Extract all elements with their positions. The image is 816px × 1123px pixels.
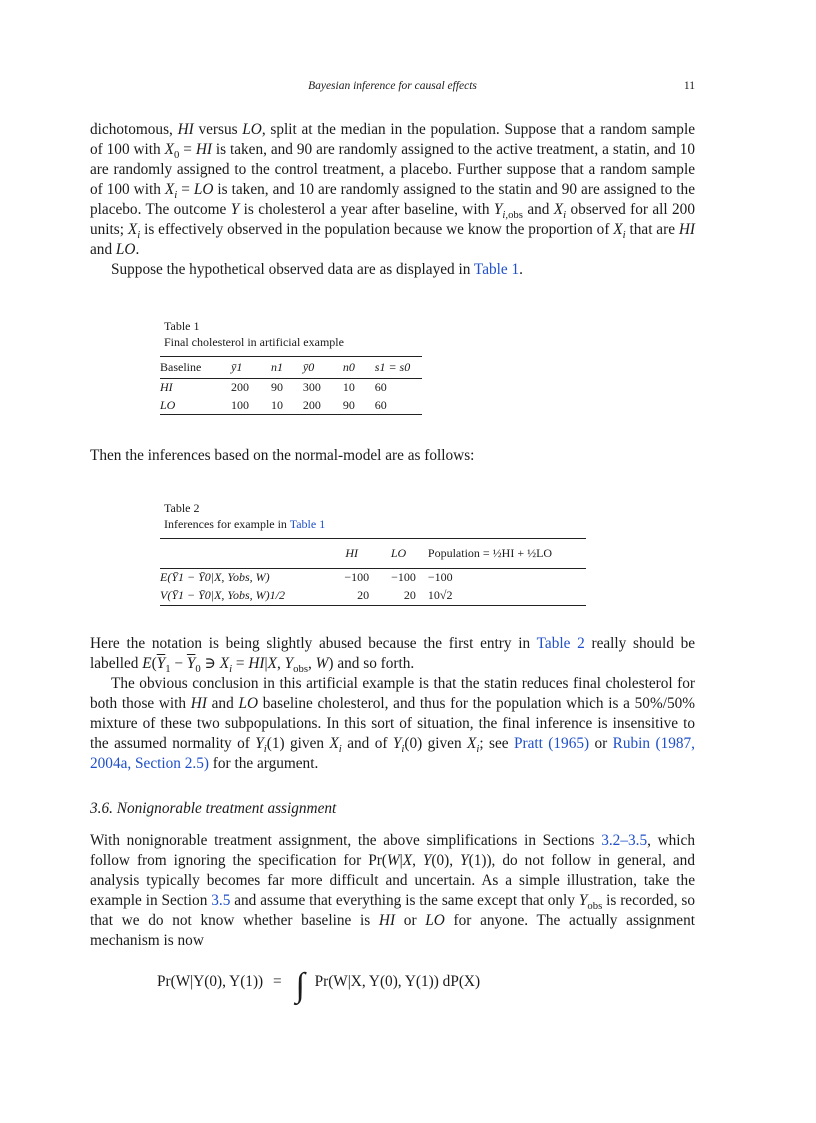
running-head [90,80,695,98]
table-cell: 20 [403,587,416,602]
table-row [160,397,422,415]
table1-header: s1 = s0 [374,360,411,374]
paragraph-3: Then the inferences based on the normal-model are as follows: [90,447,475,464]
table1-header: n1 [270,360,283,374]
table-row [160,379,422,397]
table1-header: ȳ0 [302,360,315,374]
table-row [160,569,586,586]
section-3-5-link[interactable]: 3.5 [211,892,231,909]
table-row [160,586,586,606]
table-cell: E(Ȳ1 − Ȳ0|X, Yobs, W) [160,569,270,584]
table-cell: V(Ȳ1 − Ȳ0|X, Yobs, W)1/2 [160,587,285,602]
paragraph-4: Here the notation is being slightly abused because the first entry in Table 2 really should be labelled $E(\overline{Y}_1 - \overline{Y}_0$ ∋ $X_i = HI|X$, $Y_{obs}$, W) and so forth. [90,635,696,676]
display-equation [157,967,480,1005]
table1-link[interactable]: Table 1 [289,517,326,531]
table2-header: LO [390,546,407,560]
table2-header: HI [345,546,359,560]
table-cell: −100 [391,569,416,584]
table2-caption: Inferences for example in Table 1 [164,517,326,531]
table-cell: −100 [344,569,370,584]
paragraph-2: Suppose the hypothetical observed data are as displayed in Table 1. [111,261,523,278]
table-cell: 10 [342,380,355,395]
table1-header: ȳ1 [231,360,243,374]
paragraph-6: With nonignorable treatment assignment, the above simplifications in Sections 3.2–3.5, which follow from ignoring the specification for Pr(W|X, Y(0), Y(1)), do not follow in general, and analysis typically becomes far more difficult and uncertain. As a simple illustration, take the example in Section 3.5 and assume that everything is the same except that only $Y_{obs}$ is recorded, so that we do not know whether baseline is HI or LO for anyone. The actually assignment mechanism is now [90,832,695,949]
table1-label: Table 1 [164,319,200,333]
equation-equals: = [272,973,282,990]
table2-grid [160,538,586,606]
equation-lhs: Pr(W|Y(0), Y(1)) [157,973,264,990]
table2-header-row [160,539,586,569]
body-block-2 [90,446,695,466]
table-cell: 60 [374,397,387,412]
paragraph-1: dichotomous, HI versus LO, split at the median in the population. Suppose that a random sample of 100 with $X_0$ = HI is taken, and 90 are randomly assigned to the active treatment, a statin, and 10 are randomly assigned to the control treatment, a placebo. Further suppose that a random sample of 100 with $X_i$ = LO is taken, and 10 are randomly assigned to the statin and 90 are assigned to the placebo. The outcome Y is cholesterol a year after baseline, with $Y_{i,obs}$ and $X_i$ observed for all 200 units; $X_i$ is effectively observed in the population because we know the proportion of $X_i$ that are HI and LO. [90,121,696,258]
body-block-3 [90,634,695,774]
table1-grid [160,356,422,415]
table2-label: Table 2 [164,501,200,515]
table2 [160,500,586,606]
table2-header [160,539,334,569]
table-cell: 300 [302,380,321,395]
table-cell: HI [160,380,173,395]
table-cell: 20 [357,587,370,602]
page-number: 11 [683,80,695,92]
table-cell: 10 [270,397,283,412]
table-cell: 200 [302,397,321,412]
equation-rhs: Pr(W|X, Y(0), Y(1)) dP(X) [314,973,481,990]
integral-sign: ∫ [295,967,305,1004]
table1-caption: Final cholesterol in artificial example [164,335,344,349]
table1-header: n0 [342,360,355,374]
table2-header: Population = ½HI + ½LO [427,546,553,560]
table-cell: 200 [231,380,249,395]
table-cell: 100 [231,397,249,412]
table1-header: Baseline [160,360,202,374]
table-cell: LO [160,397,176,412]
body-block-4 [90,831,695,951]
running-title: Bayesian inference for causal effects [308,80,477,92]
table1-link[interactable]: Table 1 [473,261,520,278]
rubin-1987-link[interactable]: Rubin (1987, 2004a, Section 2.5) [90,735,695,772]
paragraph-5: The obvious conclusion in this artificial example is that the statin reduces final cholesterol for both those with HI and LO baseline cholesterol, and thus for the population which is a 50%/50% mixture of these two subpopulations. In this sort of situation, the final inference is insensitive to the assumed normality of $Y_i(1)$ given $X_i$ and of $Y_i(0)$ given $X_i$; see Pratt (1965) or Rubin (1987, 2004a, Section 2.5) for the argument. [90,675,695,772]
table1-header-row [160,357,422,379]
body-block-1 [90,120,695,280]
table-cell: −100 [427,569,453,584]
table-cell: 10√2 [427,587,453,602]
table-cell: 60 [374,380,387,395]
table2-link[interactable]: Table 2 [536,635,585,652]
table1 [160,318,422,415]
table-cell: 90 [270,380,283,395]
pratt-1965-link[interactable]: Pratt (1965) [514,735,590,752]
table-cell: 90 [342,397,355,412]
sections-link[interactable]: 3.2–3.5 [601,832,648,849]
section-heading: 3.6. Nonignorable treatment assignment [90,800,337,817]
